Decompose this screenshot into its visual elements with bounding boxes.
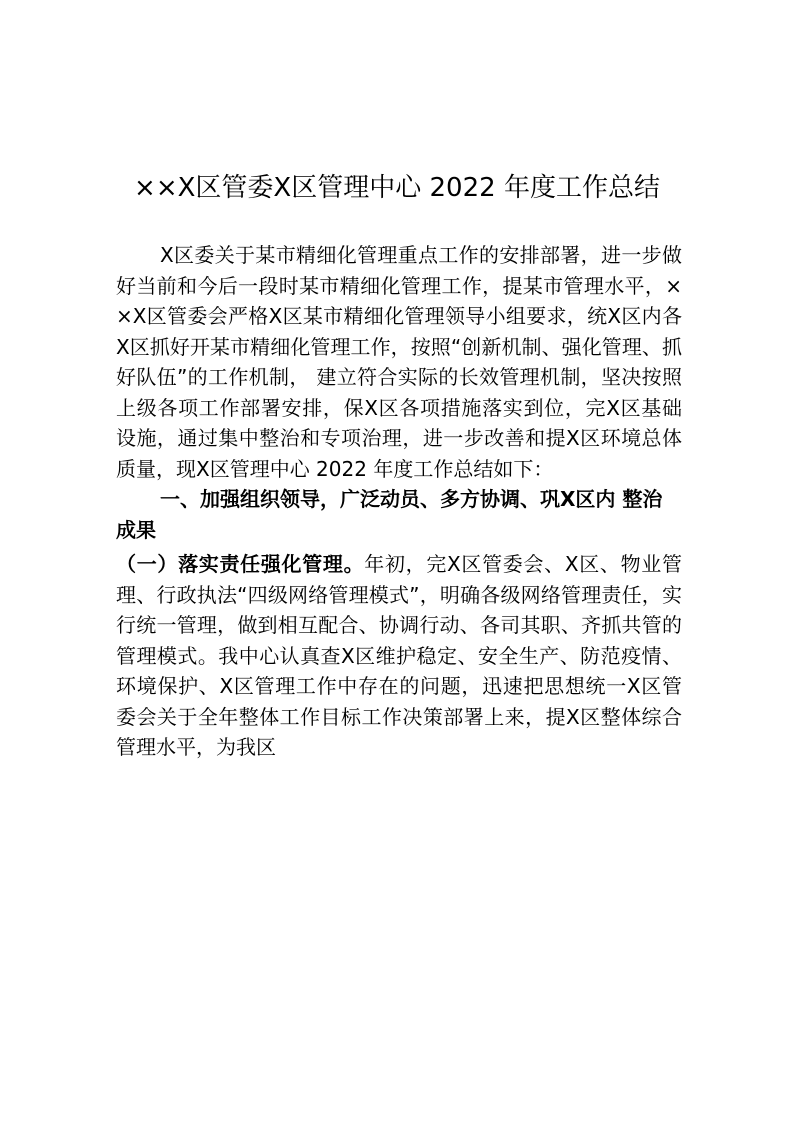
section-heading-1: 一、加强组织领导，广泛动员、多方协调、巩X区内 整治成果: [116, 487, 663, 542]
intro-paragraph: X区委关于某市精细化管理重点工作的安排部署，进一步做好当前和今后一段时某市精细化管理工作，提某市管理水平，××X区管委会严格X区某市精细化管理领导小组要求，统X区内各X区抓好开某市精细化管理工作，按照“创新机制、强化管理、抓好队伍”的工作机制， 建立符合实际的长效管理机制，坚决按照上级各项工作部署安排，保X区各项措施落实到位，完X区基础设施，通过集中整治和专项治理，进一步改善和提X区环境总体质量，现X区管理中心 2022 年度工作总结如下：: [116, 243, 682, 481]
subsection-heading-1: （一）落实责任强化管理。: [116, 552, 365, 576]
subsection-text-1: 年初，完X区管委会、X区、物业管理、行政执法“四级网络管理模式”，明确各级网络管理责任，实行统一管理，做到相互配合、协调行动、各司其职、齐抓共管的管理模式。我中心认真查X区维护稳定、安全生产、防范疫情、环境保护、X区管理工作中存在的问题，迅速把思想统一X区管委会关于全年整体工作目标工作决策部署上来，提X区整体综合管理水平，为我区: [116, 552, 682, 759]
subsection-paragraph-1: [116, 549, 682, 763]
document-title: ××X区管委X区管理中心 2022 年度工作总结: [134, 173, 660, 203]
document-body: [116, 240, 682, 763]
